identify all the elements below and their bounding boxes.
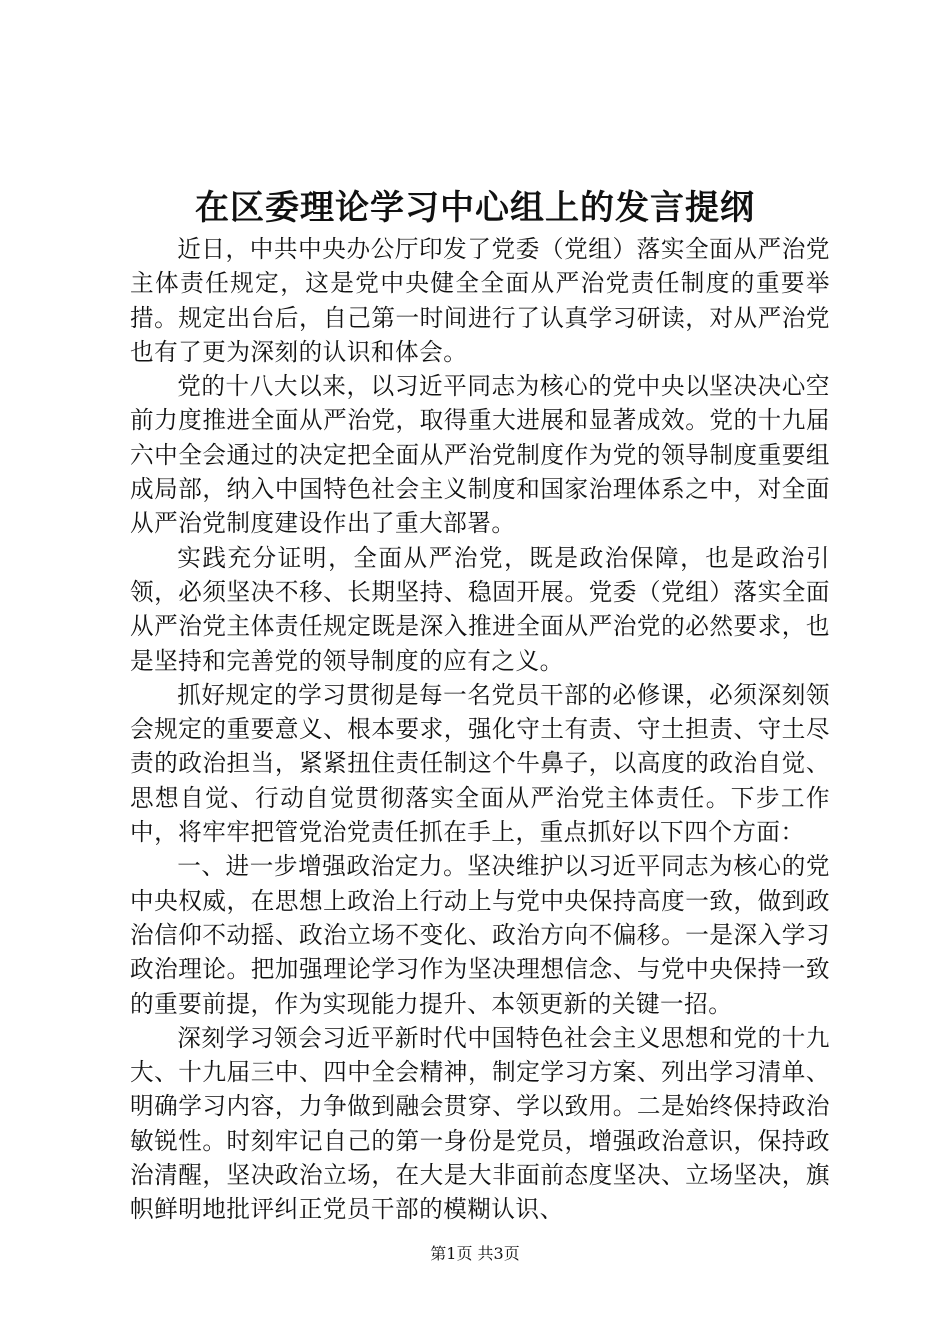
document-title: 在区委理论学习中心组上的发言提纲 xyxy=(195,188,755,228)
paragraph-1: 近日，中共中央办公厅印发了党委（党组）落实全面从严治党主体责任规定，这是党中央健全全面从严治党责任制度的重要举措。规定出台后，自己第一时间进行了认真学习研读，对从严治党也有了更为深刻的认识和体会。 xyxy=(130,235,830,366)
paragraph-6: 深刻学习领会习近平新时代中国特色社会主义思想和党的十九大、十九届三中、四中全会精神，制定学习方案、列出学习清单、明确学习内容，力争做到融会贯穿、学以致用。二是始终保持政治敏锐性。时刻牢记自己的第一身份是党员，增强政治意识，保持政治清醒，坚决政治立场，在大是大非面前态度坚决、立场坚决，旗帜鲜明地批评纠正党员干部的模糊认识、 xyxy=(130,1023,830,1224)
paragraph-4: 抓好规定的学习贯彻是每一名党员干部的必修课，必须深刻领会规定的重要意义、根本要求，强化守土有责、守土担责、守土尽责的政治担当，紧紧扭住责任制这个牛鼻子，以高度的政治自觉、思想自觉、行动自觉贯彻落实全面从严治党主体责任。下步工作中，将牢牢把管党治党责任抓在手上，重点抓好以下四个方面： xyxy=(130,680,830,847)
paragraph-3: 实践充分证明，全面从严治党，既是政治保障，也是政治引领，必须坚决不移、长期坚持、稳固开展。党委（党组）落实全面从严治党主体责任规定既是深入推进全面从严治党的必然要求，也是坚持和完善党的领导制度的应有之义。 xyxy=(130,543,830,675)
page-footer: 第1页 共3页 xyxy=(430,1244,520,1263)
paragraph-2: 党的十八大以来，以习近平同志为核心的党中央以坚决决心空前力度推进全面从严治党，取得重大进展和显著成效。党的十九届六中全会通过的决定把全面从严治党制度作为党的领导制度重要组成局部，纳入中国特色社会主义制度和国家治理体系之中，对全面从严治党制度建设作出了重大部署。 xyxy=(130,372,830,538)
paragraph-5: 一、进一步增强政治定力。坚决维护以习近平同志为核心的党中央权威，在思想上政治上行动上与党中央保持高度一致，做到政治信仰不动摇、政治立场不变化、政治方向不偏移。一是深入学习政治理论。把加强理论学习作为坚决理想信念、与党中央保持一致的重要前提，作为实现能力提升、本领更新的关键一招。 xyxy=(130,852,830,1018)
document-body xyxy=(130,232,830,1227)
